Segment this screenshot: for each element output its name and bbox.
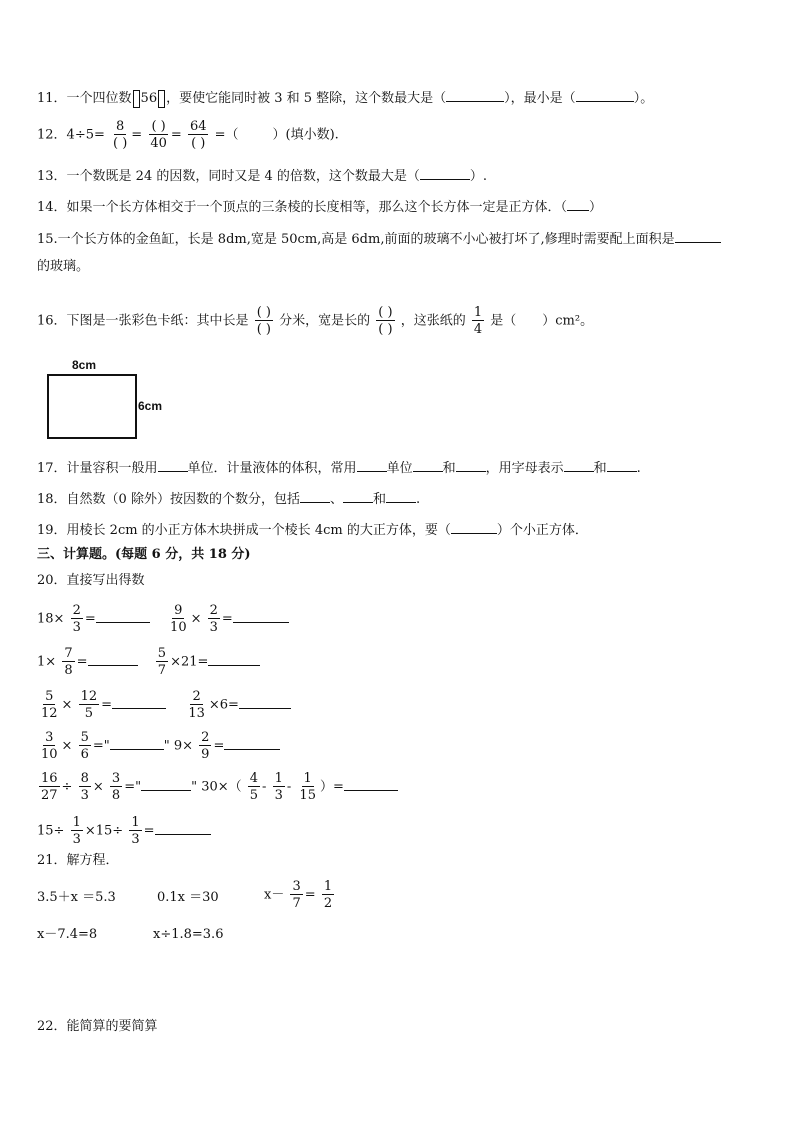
fraction: $\frac{1}{4}$ xyxy=(473,305,483,337)
answer-blank[interactable] xyxy=(564,458,594,472)
answer-blank[interactable] xyxy=(155,821,211,835)
digit-box xyxy=(158,90,165,108)
answer-blank[interactable] xyxy=(456,458,486,472)
answer-blank[interactable] xyxy=(300,489,330,503)
fraction: $\frac{5}{12}$ xyxy=(41,689,58,721)
answer-blank[interactable] xyxy=(239,695,291,709)
answer-blank[interactable] xyxy=(158,458,188,472)
question-13: 13．一个数既是 24 的因数，同时又是 4 的倍数，这个数最大是（ ）. xyxy=(37,166,487,186)
fraction: $\frac{12}{5}$ xyxy=(80,689,98,721)
equation-4: x－7.4=8 xyxy=(37,927,98,942)
question-15: 15.一个长方体的金鱼缸，长是 8dm,宽是 50cm,高是 6dm,前面的玻璃不小心被打坏了,修理时需要配上面积是 xyxy=(37,229,721,249)
fraction: $\frac{1}{15}$ xyxy=(299,771,316,803)
answer-blank[interactable] xyxy=(88,652,138,666)
fraction: $\frac{( )}{( )}$ xyxy=(378,305,393,337)
fraction: $\frac{1}{2}$ xyxy=(323,879,333,911)
question-16: 16．下图是一张彩色卡纸：其中长是 $\frac{( )}{( )}$ 分米，宽是长的 $\frac{( )}{( )}$ ，这张纸的 $\frac{1}{4}$ 是（ ）cm²。 xyxy=(37,305,594,337)
fraction: $\frac{8}{( )}$ xyxy=(113,119,128,151)
answer-blank[interactable] xyxy=(386,489,416,503)
fraction: $\frac{7}{8}$ xyxy=(64,646,73,678)
answer-blank[interactable] xyxy=(208,652,260,666)
fraction: $\frac{1}{3}$ xyxy=(274,771,283,803)
answer-blank[interactable] xyxy=(413,458,443,472)
answer-blank[interactable] xyxy=(233,609,289,623)
equation-1: 3.5＋x ＝5.3 xyxy=(37,890,116,905)
answer-blank[interactable] xyxy=(141,777,191,791)
equation-5: x÷1.8=3.6 xyxy=(153,927,224,942)
fraction: $\frac{64}{( )}$ xyxy=(189,119,207,151)
answer-blank[interactable] xyxy=(112,695,166,709)
calc-row-3: $\frac{5}{12}$ × $\frac{12}{5}$ = $\frac{2}{13}$ ×6= xyxy=(37,690,291,720)
fraction: $\frac{5}{6}$ xyxy=(80,730,89,762)
fraction: $\frac{( )}{( )}$ xyxy=(256,305,271,337)
fraction: $\frac{3}{8}$ xyxy=(111,771,121,803)
answer-blank[interactable] xyxy=(576,88,634,102)
question-21-title: 21．解方程． xyxy=(37,853,119,868)
question-22-title: 22．能简算的要简算 xyxy=(37,1019,158,1034)
answer-blank[interactable] xyxy=(96,609,150,623)
fraction: $\frac{2}{13}$ xyxy=(188,689,205,721)
answer-blank[interactable] xyxy=(446,88,504,102)
question-17: 17．计量容积一般用 单位．计量液体的体积，常用 单位 和 ，用字母表示 和 . xyxy=(37,458,641,478)
answer-blank[interactable] xyxy=(420,166,470,180)
answer-blank[interactable] xyxy=(110,736,164,750)
question-15-cont: 的玻璃。 xyxy=(37,259,90,274)
question-11: 11．一个四位数 56 ，要使它能同时被 3 和 5 整除，这个数最大是（ ），最小是（ ）。 xyxy=(37,88,653,108)
calc-row-1: 18× $\frac{2}{3}$ = $\frac{9}{10}$ × $\frac{2}{3}$ = xyxy=(37,604,289,634)
calc-row-4: $\frac{3}{10}$ × $\frac{5}{6}$ =" " 9× $\frac{2}{9}$ = xyxy=(37,731,280,761)
fraction: $\frac{16}{27}$ xyxy=(41,771,58,803)
answer-blank[interactable] xyxy=(675,229,721,243)
answer-blank[interactable] xyxy=(607,458,637,472)
calc-row-5: $\frac{16}{27}$ ÷ $\frac{8}{3}$ × $\frac{3}{8}$ =" " 30×（ $\frac{4}{5}$ - $\frac{1}{3}$ - $\frac{1}{15}$ ）= xyxy=(37,772,398,802)
answer-blank[interactable] xyxy=(224,736,280,750)
question-19: 19．用棱长 2cm 的小正方体木块拼成一个棱长 4cm 的大正方体，要（ ）个小正方体． xyxy=(37,520,588,540)
fraction: $\frac{8}{3}$ xyxy=(80,771,89,803)
fraction: $\frac{1}{3}$ xyxy=(72,815,81,847)
colored-card-rectangle xyxy=(47,374,137,439)
fraction: $\frac{4}{5}$ xyxy=(249,771,259,803)
fraction: $\frac{2}{3}$ xyxy=(209,603,218,635)
figure-width-label: 8cm xyxy=(72,358,97,372)
fraction: $\frac{2}{9}$ xyxy=(201,730,210,762)
answer-blank[interactable] xyxy=(343,489,373,503)
fraction: $\frac{9}{10}$ xyxy=(170,603,187,635)
equation-3: x－ $\frac{3}{7}$ = $\frac{1}{2}$ xyxy=(264,879,333,911)
fraction: $\frac{1}{3}$ xyxy=(131,815,140,847)
fraction: $\frac{5}{7}$ xyxy=(157,646,167,678)
fraction: $\frac{3}{7}$ xyxy=(292,879,301,911)
section-3-title: 三、计算题。(每题 6 分，共 18 分) xyxy=(37,547,251,562)
answer-blank[interactable] xyxy=(451,520,497,534)
figure-height-label: 6cm xyxy=(138,399,163,413)
answer-blank[interactable] xyxy=(344,777,398,791)
fraction: $\frac{3}{10}$ xyxy=(41,730,58,762)
calc-row-6: 15÷ $\frac{1}{3}$ ×15÷ $\frac{1}{3}$ = xyxy=(37,816,211,846)
answer-blank[interactable] xyxy=(357,458,387,472)
digit-box xyxy=(133,90,140,108)
question-20-title: 20．直接写出得数 xyxy=(37,573,145,588)
calc-row-2: 1× $\frac{7}{8}$ = $\frac{5}{7}$ ×21= xyxy=(37,647,260,677)
question-12: 12．4÷5= $\frac{8}{( )}$ = $\frac{( )}{40}$ = $\frac{64}{( )}$ =（ ）(填小数). xyxy=(37,119,339,151)
answer-blank[interactable] xyxy=(567,197,589,211)
question-14: 14．如果一个长方体相交于一个顶点的三条棱的长度相等，那么这个长方体一定是正方体．（ ） xyxy=(37,197,602,217)
fraction: $\frac{2}{3}$ xyxy=(72,603,81,635)
equation-2: 0.1x ＝30 xyxy=(157,890,219,905)
question-18: 18．自然数（0 除外）按因数的个数分，包括 、 和 . xyxy=(37,489,420,509)
fraction: $\frac{( )}{40}$ xyxy=(150,119,167,151)
